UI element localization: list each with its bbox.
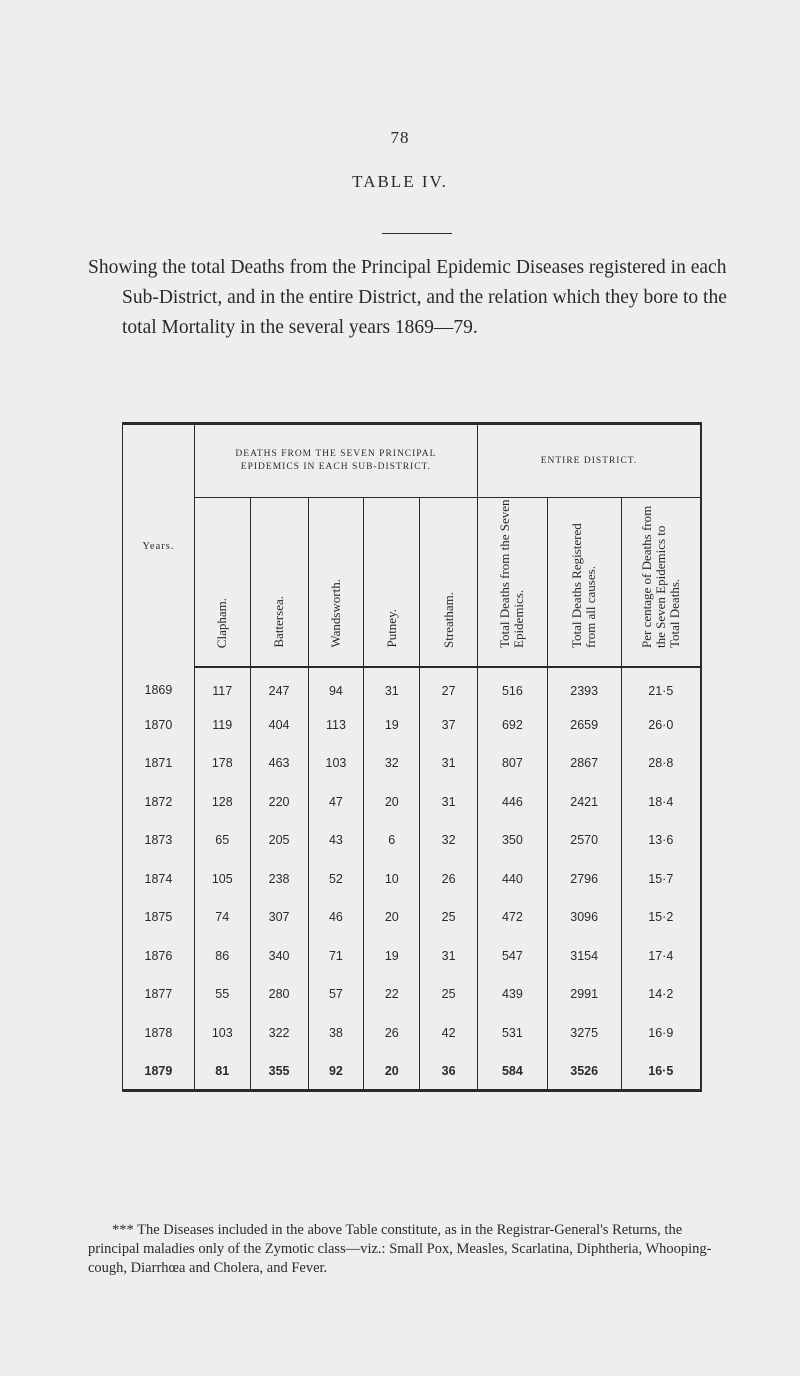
cell-streatham: 27 <box>420 667 478 706</box>
cell-total-epidemic: 516 <box>477 667 547 706</box>
cell-wandsworth: 46 <box>308 898 364 937</box>
cell-total-epidemic: 446 <box>477 783 547 822</box>
cell-percentage: 28·8 <box>621 744 701 783</box>
cell-clapham: 128 <box>194 783 250 822</box>
cell-streatham: 31 <box>420 783 478 822</box>
streatham-header: Streatham. <box>420 498 478 668</box>
cell-percentage: 16·9 <box>621 1014 701 1053</box>
cell-battersea: 247 <box>250 667 308 706</box>
cell-year: 1875 <box>123 898 195 937</box>
cell-total-epidemic: 547 <box>477 937 547 976</box>
percentage-header: Per centage of Deaths from the Seven Epidemics to Total Deaths. <box>621 498 701 668</box>
cell-streatham: 32 <box>420 821 478 860</box>
cell-percentage: 26·0 <box>621 706 701 745</box>
putney-header: Putney. <box>364 498 420 668</box>
cell-year: 1879 <box>123 1052 195 1091</box>
cell-streatham: 25 <box>420 898 478 937</box>
cell-total-all: 2570 <box>547 821 621 860</box>
table-description: Showing the total Deaths from the Principal Epidemic Diseases registered in each Sub-District, and in the entire District, and the relation which they bore to the total Mortality in the several years 1869—79. <box>88 257 727 338</box>
cell-battersea: 280 <box>250 975 308 1014</box>
cell-putney: 19 <box>364 706 420 745</box>
cell-putney: 22 <box>364 975 420 1014</box>
cell-streatham: 42 <box>420 1014 478 1053</box>
cell-battersea: 220 <box>250 783 308 822</box>
cell-total-epidemic: 439 <box>477 975 547 1014</box>
table-row <box>123 860 702 899</box>
cell-streatham: 36 <box>420 1052 478 1091</box>
table-row <box>123 1014 702 1053</box>
cell-percentage: 18·4 <box>621 783 701 822</box>
wandsworth-header: Wandsworth. <box>308 498 364 668</box>
cell-total-epidemic: 692 <box>477 706 547 745</box>
cell-streatham: 25 <box>420 975 478 1014</box>
cell-battersea: 340 <box>250 937 308 976</box>
title-rule <box>382 233 452 234</box>
cell-clapham: 86 <box>194 937 250 976</box>
cell-battersea: 355 <box>250 1052 308 1091</box>
cell-wandsworth: 38 <box>308 1014 364 1053</box>
total-epidemic-deaths-header: Total Deaths from the Seven Epidemics. <box>477 498 547 668</box>
cell-percentage: 17·4 <box>621 937 701 976</box>
cell-wandsworth: 113 <box>308 706 364 745</box>
cell-total-epidemic: 807 <box>477 744 547 783</box>
cell-clapham: 81 <box>194 1052 250 1091</box>
cell-wandsworth: 103 <box>308 744 364 783</box>
cell-battersea: 205 <box>250 821 308 860</box>
total-deaths-registered-header: Total Deaths Registered from all causes. <box>547 498 621 668</box>
cell-wandsworth: 52 <box>308 860 364 899</box>
cell-total-epidemic: 584 <box>477 1052 547 1091</box>
cell-wandsworth: 47 <box>308 783 364 822</box>
cell-putney: 10 <box>364 860 420 899</box>
sub-district-group-header: DEATHS FROM THE SEVEN PRINCIPAL EPIDEMICS IN EACH SUB-DISTRICT. <box>194 424 477 498</box>
cell-clapham: 55 <box>194 975 250 1014</box>
cell-total-all: 2991 <box>547 975 621 1014</box>
cell-year: 1877 <box>123 975 195 1014</box>
cell-total-all: 3275 <box>547 1014 621 1053</box>
cell-putney: 32 <box>364 744 420 783</box>
cell-clapham: 103 <box>194 1014 250 1053</box>
years-header: Years. <box>123 424 195 668</box>
cell-total-all: 3526 <box>547 1052 621 1091</box>
cell-battersea: 322 <box>250 1014 308 1053</box>
cell-wandsworth: 71 <box>308 937 364 976</box>
cell-total-epidemic: 440 <box>477 860 547 899</box>
table-row <box>123 821 702 860</box>
cell-percentage: 13·6 <box>621 821 701 860</box>
cell-year: 1878 <box>123 1014 195 1053</box>
cell-total-all: 2796 <box>547 860 621 899</box>
cell-year: 1876 <box>123 937 195 976</box>
table-title: TABLE IV. <box>352 172 448 191</box>
cell-total-epidemic: 472 <box>477 898 547 937</box>
table-row <box>123 937 702 976</box>
cell-total-all: 2659 <box>547 706 621 745</box>
cell-putney: 20 <box>364 783 420 822</box>
cell-putney: 6 <box>364 821 420 860</box>
cell-streatham: 26 <box>420 860 478 899</box>
entire-district-group-header: ENTIRE DISTRICT. <box>477 424 701 498</box>
epidemic-deaths-table <box>122 422 702 1092</box>
cell-battersea: 404 <box>250 706 308 745</box>
cell-clapham: 74 <box>194 898 250 937</box>
cell-year: 1872 <box>123 783 195 822</box>
battersea-header: Battersea. <box>250 498 308 668</box>
cell-putney: 20 <box>364 1052 420 1091</box>
cell-percentage: 14·2 <box>621 975 701 1014</box>
cell-total-all: 3096 <box>547 898 621 937</box>
cell-total-all: 2393 <box>547 667 621 706</box>
cell-putney: 20 <box>364 898 420 937</box>
cell-clapham: 65 <box>194 821 250 860</box>
cell-putney: 31 <box>364 667 420 706</box>
cell-battersea: 238 <box>250 860 308 899</box>
cell-total-epidemic: 350 <box>477 821 547 860</box>
cell-total-all: 3154 <box>547 937 621 976</box>
cell-year: 1873 <box>123 821 195 860</box>
cell-streatham: 31 <box>420 937 478 976</box>
cell-streatham: 37 <box>420 706 478 745</box>
cell-putney: 19 <box>364 937 420 976</box>
cell-year: 1869 <box>123 667 195 706</box>
cell-percentage: 21·5 <box>621 667 701 706</box>
cell-total-all: 2421 <box>547 783 621 822</box>
cell-battersea: 307 <box>250 898 308 937</box>
cell-wandsworth: 57 <box>308 975 364 1014</box>
cell-wandsworth: 94 <box>308 667 364 706</box>
cell-year: 1870 <box>123 706 195 745</box>
cell-wandsworth: 43 <box>308 821 364 860</box>
cell-percentage: 15·7 <box>621 860 701 899</box>
page-number: 78 <box>390 128 410 147</box>
cell-percentage: 15·2 <box>621 898 701 937</box>
cell-total-epidemic: 531 <box>477 1014 547 1053</box>
cell-wandsworth: 92 <box>308 1052 364 1091</box>
cell-battersea: 463 <box>250 744 308 783</box>
cell-clapham: 178 <box>194 744 250 783</box>
table-row <box>123 975 702 1014</box>
table-row <box>123 744 702 783</box>
table-row <box>123 1052 702 1091</box>
cell-percentage: 16·5 <box>621 1052 701 1091</box>
cell-clapham: 105 <box>194 860 250 899</box>
cell-clapham: 117 <box>194 667 250 706</box>
table-row <box>123 706 702 745</box>
cell-putney: 26 <box>364 1014 420 1053</box>
cell-year: 1874 <box>123 860 195 899</box>
footnote: *** The Diseases included in the above Table constitute, as in the Registrar-General's Returns, the principal maladies only of the Zymotic class—viz.: Small Pox, Measles, Scarlatina, Diphtheria, Whooping-cough, Diarrhœa and Cholera, and Fever. <box>88 1222 712 1276</box>
cell-clapham: 119 <box>194 706 250 745</box>
cell-year: 1871 <box>123 744 195 783</box>
table-row <box>123 667 702 706</box>
cell-total-all: 2867 <box>547 744 621 783</box>
clapham-header: Clapham. <box>194 498 250 668</box>
cell-streatham: 31 <box>420 744 478 783</box>
table-row <box>123 898 702 937</box>
table-row <box>123 783 702 822</box>
